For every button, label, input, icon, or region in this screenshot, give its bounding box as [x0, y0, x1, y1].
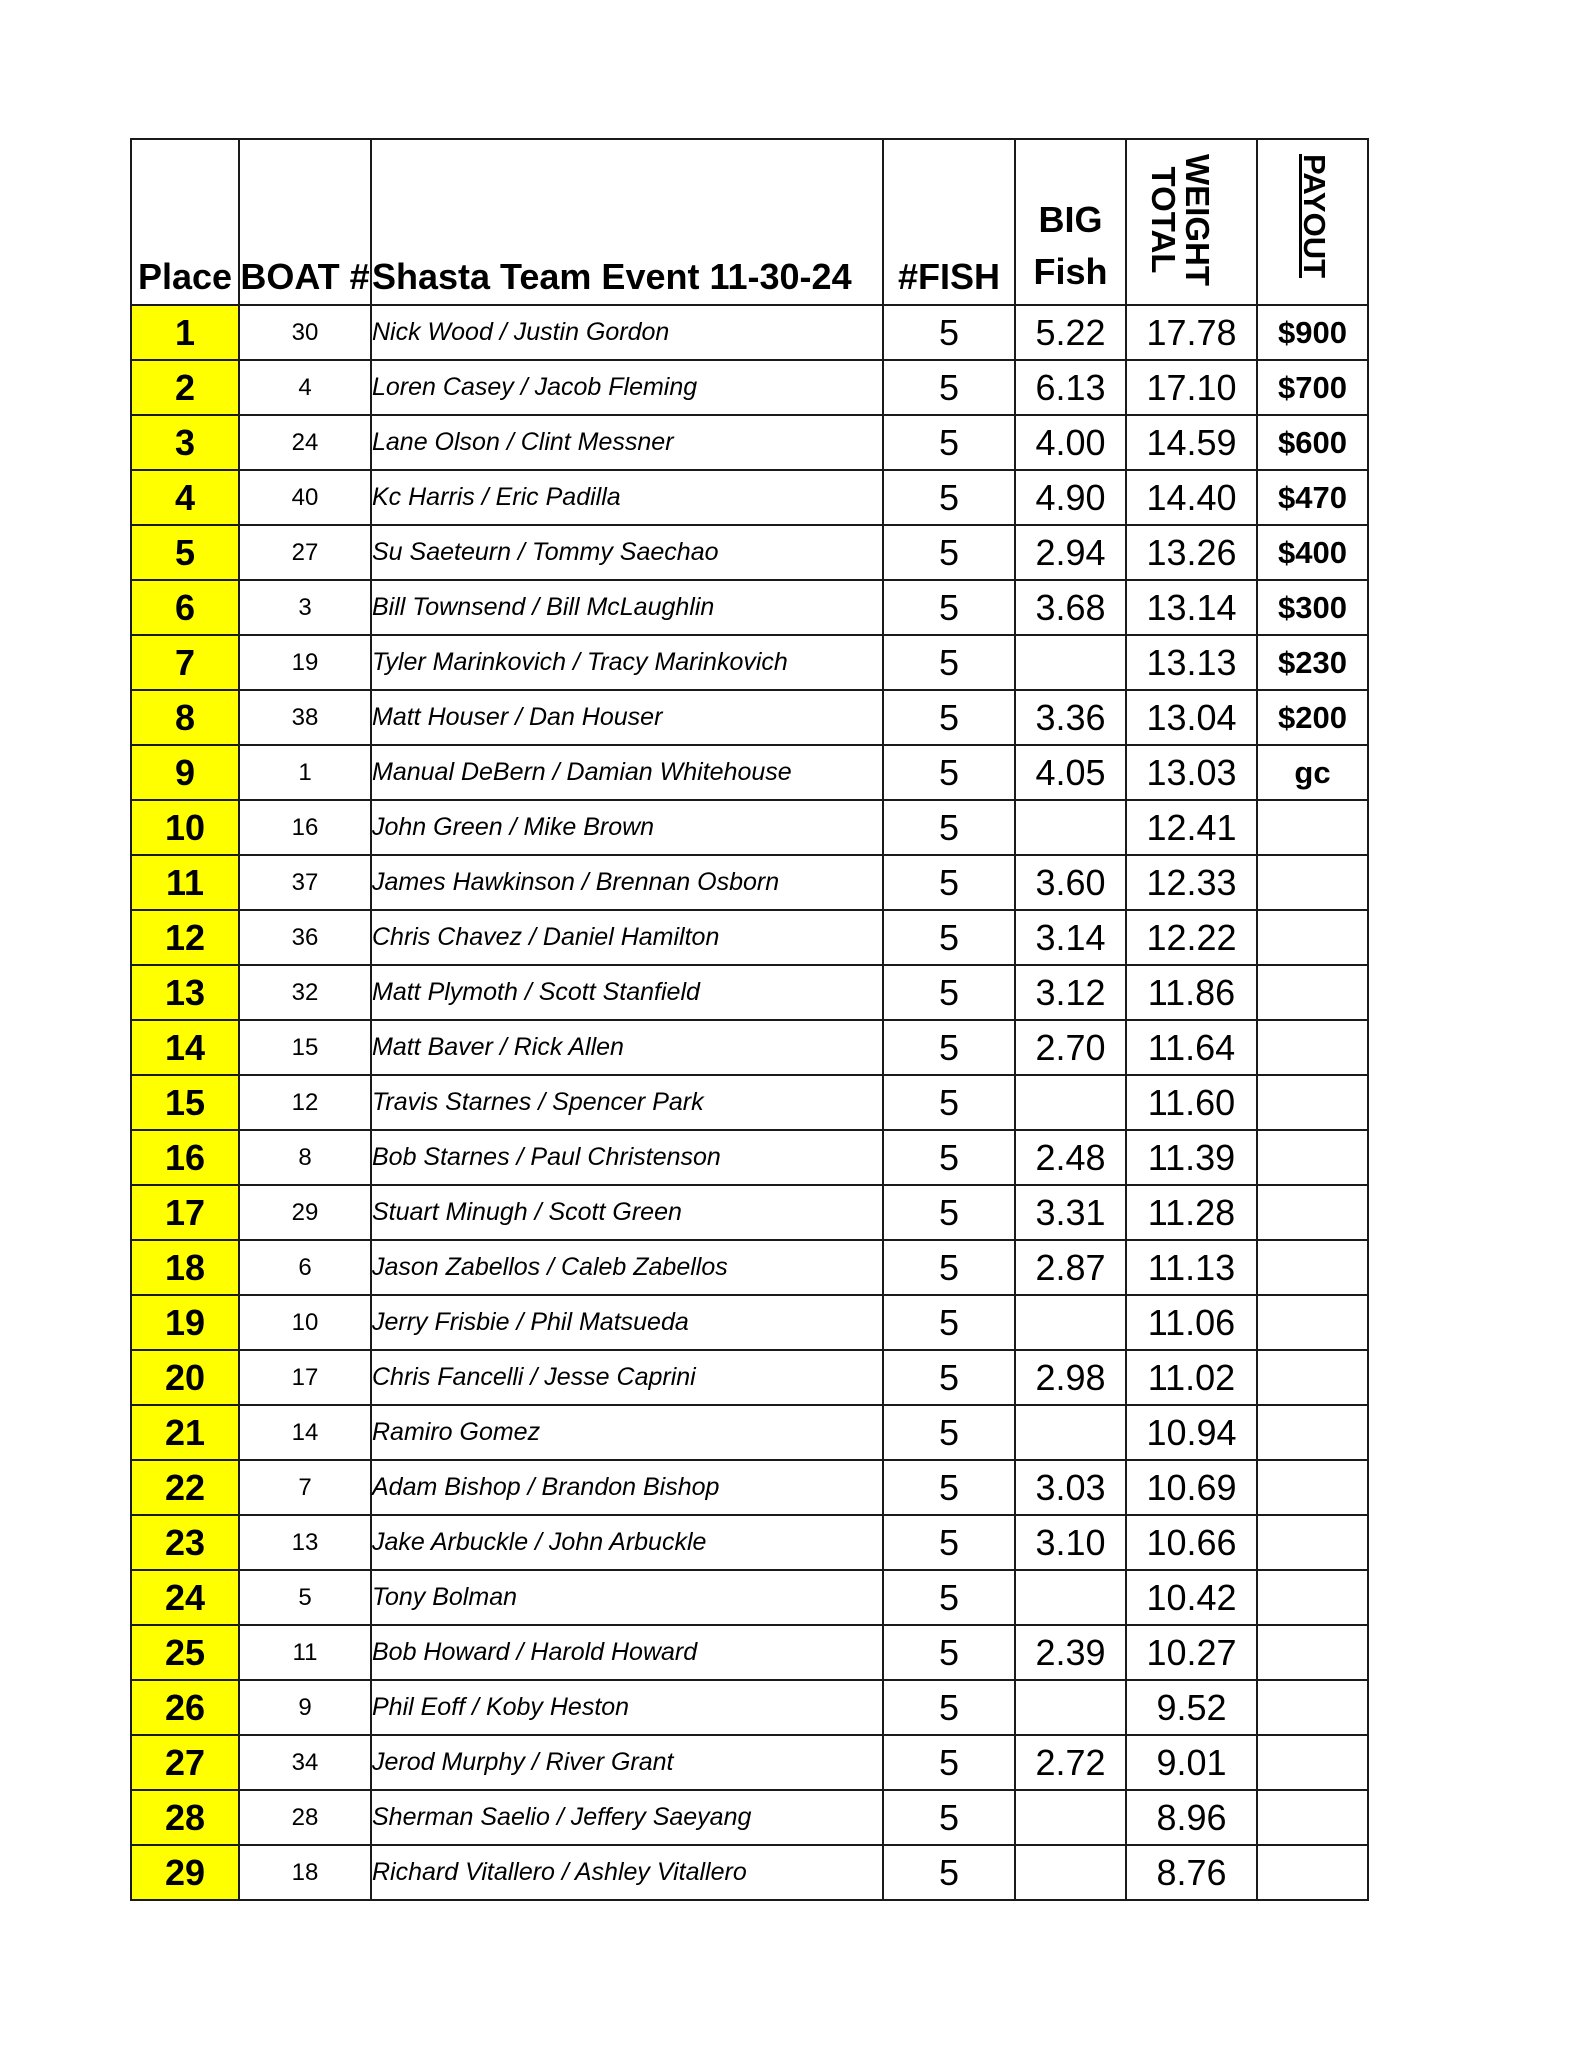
- big-fish-cell: 2.48: [1015, 1130, 1126, 1185]
- weight-total-cell: 13.14: [1126, 580, 1257, 635]
- place-cell: 2: [131, 360, 239, 415]
- table-row: [131, 965, 1368, 1020]
- header-payout-label: PAYOUT: [1296, 154, 1332, 279]
- payout-cell: [1257, 1130, 1368, 1185]
- weight-total-cell: 13.13: [1126, 635, 1257, 690]
- team-name-cell: Loren Casey / Jacob Fleming: [371, 360, 883, 415]
- place-cell: 28: [131, 1790, 239, 1845]
- header-weight-rotated: [1146, 154, 1214, 286]
- boat-number-cell: 15: [239, 1020, 371, 1075]
- boat-number-cell: 27: [239, 525, 371, 580]
- team-name-cell: Kc Harris / Eric Padilla: [371, 470, 883, 525]
- table-row: [131, 855, 1368, 910]
- header-row: [131, 139, 1368, 305]
- big-fish-cell: [1015, 635, 1126, 690]
- table-row: [131, 1845, 1368, 1900]
- big-fish-cell: [1015, 1845, 1126, 1900]
- fish-count-cell: 5: [883, 1625, 1015, 1680]
- payout-cell: $400: [1257, 525, 1368, 580]
- place-cell: 14: [131, 1020, 239, 1075]
- team-name-cell: Adam Bishop / Brandon Bishop: [371, 1460, 883, 1515]
- boat-number-cell: 19: [239, 635, 371, 690]
- table-row: [131, 470, 1368, 525]
- team-name-cell: Nick Wood / Justin Gordon: [371, 305, 883, 360]
- place-cell: 23: [131, 1515, 239, 1570]
- payout-cell: [1257, 1350, 1368, 1405]
- big-fish-cell: 2.39: [1015, 1625, 1126, 1680]
- results-table: [130, 138, 1369, 1901]
- team-name-cell: Lane Olson / Clint Messner: [371, 415, 883, 470]
- weight-total-cell: 17.78: [1126, 305, 1257, 360]
- weight-total-cell: 11.28: [1126, 1185, 1257, 1240]
- team-name-cell: Richard Vitallero / Ashley Vitallero: [371, 1845, 883, 1900]
- header-weight-total: [1126, 139, 1257, 305]
- payout-cell: [1257, 1790, 1368, 1845]
- big-fish-cell: 2.94: [1015, 525, 1126, 580]
- fish-count-cell: 5: [883, 690, 1015, 745]
- boat-number-cell: 11: [239, 1625, 371, 1680]
- payout-cell: [1257, 1570, 1368, 1625]
- place-cell: 12: [131, 910, 239, 965]
- header-big-line1: BIG: [1038, 199, 1103, 240]
- weight-total-cell: 11.64: [1126, 1020, 1257, 1075]
- boat-number-cell: 13: [239, 1515, 371, 1570]
- payout-cell: [1257, 1735, 1368, 1790]
- team-name-cell: Bill Townsend / Bill McLaughlin: [371, 580, 883, 635]
- payout-cell: [1257, 1625, 1368, 1680]
- table-row: [131, 1185, 1368, 1240]
- table-row: [131, 1130, 1368, 1185]
- big-fish-cell: 2.87: [1015, 1240, 1126, 1295]
- header-big-line2: Fish: [1033, 251, 1108, 292]
- place-cell: 9: [131, 745, 239, 800]
- boat-number-cell: 14: [239, 1405, 371, 1460]
- fish-count-cell: 5: [883, 635, 1015, 690]
- team-name-cell: Matt Houser / Dan Houser: [371, 690, 883, 745]
- place-cell: 26: [131, 1680, 239, 1735]
- boat-number-cell: 30: [239, 305, 371, 360]
- boat-number-cell: 29: [239, 1185, 371, 1240]
- big-fish-cell: 3.10: [1015, 1515, 1126, 1570]
- weight-total-cell: 9.01: [1126, 1735, 1257, 1790]
- boat-number-cell: 6: [239, 1240, 371, 1295]
- team-name-cell: Bob Starnes / Paul Christenson: [371, 1130, 883, 1185]
- boat-number-cell: 8: [239, 1130, 371, 1185]
- weight-total-cell: 8.96: [1126, 1790, 1257, 1845]
- weight-total-cell: 17.10: [1126, 360, 1257, 415]
- weight-total-cell: 10.27: [1126, 1625, 1257, 1680]
- fish-count-cell: 5: [883, 855, 1015, 910]
- boat-number-cell: 1: [239, 745, 371, 800]
- fish-count-cell: 5: [883, 1460, 1015, 1515]
- payout-cell: [1257, 1460, 1368, 1515]
- big-fish-cell: 2.70: [1015, 1020, 1126, 1075]
- table-row: [131, 690, 1368, 745]
- fish-count-cell: 5: [883, 525, 1015, 580]
- header-big-fish: [1015, 139, 1126, 305]
- table-row: [131, 1405, 1368, 1460]
- team-name-cell: Ramiro Gomez: [371, 1405, 883, 1460]
- place-cell: 6: [131, 580, 239, 635]
- team-name-cell: Tony Bolman: [371, 1570, 883, 1625]
- payout-cell: $200: [1257, 690, 1368, 745]
- boat-number-cell: 38: [239, 690, 371, 745]
- table-body: [131, 305, 1368, 1900]
- table-row: [131, 525, 1368, 580]
- boat-number-cell: 28: [239, 1790, 371, 1845]
- big-fish-cell: 3.12: [1015, 965, 1126, 1020]
- table-row: [131, 1790, 1368, 1845]
- boat-number-cell: 24: [239, 415, 371, 470]
- place-cell: 20: [131, 1350, 239, 1405]
- place-cell: 29: [131, 1845, 239, 1900]
- team-name-cell: Chris Chavez / Daniel Hamilton: [371, 910, 883, 965]
- header-weight-line2: TOTAL: [1144, 166, 1182, 274]
- fish-count-cell: 5: [883, 1130, 1015, 1185]
- place-cell: 4: [131, 470, 239, 525]
- header-place: Place: [131, 139, 239, 305]
- weight-total-cell: 11.39: [1126, 1130, 1257, 1185]
- big-fish-cell: 3.36: [1015, 690, 1126, 745]
- fish-count-cell: 5: [883, 1570, 1015, 1625]
- team-name-cell: Jerry Frisbie / Phil Matsueda: [371, 1295, 883, 1350]
- table-row: [131, 580, 1368, 635]
- fish-count-cell: 5: [883, 1680, 1015, 1735]
- boat-number-cell: 10: [239, 1295, 371, 1350]
- team-name-cell: Phil Eoff / Koby Heston: [371, 1680, 883, 1735]
- header-boat: BOAT #: [239, 139, 371, 305]
- weight-total-cell: 9.52: [1126, 1680, 1257, 1735]
- header-payout: [1257, 139, 1368, 305]
- table-row: [131, 415, 1368, 470]
- place-cell: 15: [131, 1075, 239, 1130]
- place-cell: 10: [131, 800, 239, 855]
- table-row: [131, 800, 1368, 855]
- weight-total-cell: 10.94: [1126, 1405, 1257, 1460]
- fish-count-cell: 5: [883, 1845, 1015, 1900]
- table-row: [131, 1350, 1368, 1405]
- weight-total-cell: 12.33: [1126, 855, 1257, 910]
- big-fish-cell: [1015, 1570, 1126, 1625]
- table-row: [131, 1680, 1368, 1735]
- place-cell: 16: [131, 1130, 239, 1185]
- place-cell: 3: [131, 415, 239, 470]
- place-cell: 17: [131, 1185, 239, 1240]
- payout-cell: [1257, 1845, 1368, 1900]
- header-weight-line1: WEIGHT: [1178, 154, 1216, 286]
- boat-number-cell: 37: [239, 855, 371, 910]
- table-header: [131, 139, 1368, 305]
- big-fish-cell: 3.03: [1015, 1460, 1126, 1515]
- table-row: [131, 1570, 1368, 1625]
- weight-total-cell: 11.06: [1126, 1295, 1257, 1350]
- team-name-cell: Sherman Saelio / Jeffery Saeyang: [371, 1790, 883, 1845]
- table-row: [131, 745, 1368, 800]
- team-name-cell: Tyler Marinkovich / Tracy Marinkovich: [371, 635, 883, 690]
- payout-cell: $230: [1257, 635, 1368, 690]
- team-name-cell: John Green / Mike Brown: [371, 800, 883, 855]
- table-row: [131, 1460, 1368, 1515]
- team-name-cell: Jake Arbuckle / John Arbuckle: [371, 1515, 883, 1570]
- boat-number-cell: 18: [239, 1845, 371, 1900]
- payout-cell: [1257, 800, 1368, 855]
- payout-cell: [1257, 1680, 1368, 1735]
- team-name-cell: Chris Fancelli / Jesse Caprini: [371, 1350, 883, 1405]
- place-cell: 19: [131, 1295, 239, 1350]
- big-fish-cell: 4.00: [1015, 415, 1126, 470]
- big-fish-cell: 3.68: [1015, 580, 1126, 635]
- payout-cell: [1257, 1185, 1368, 1240]
- fish-count-cell: 5: [883, 580, 1015, 635]
- weight-total-cell: 11.02: [1126, 1350, 1257, 1405]
- fish-count-cell: 5: [883, 965, 1015, 1020]
- big-fish-cell: 2.72: [1015, 1735, 1126, 1790]
- boat-number-cell: 9: [239, 1680, 371, 1735]
- big-fish-cell: [1015, 1405, 1126, 1460]
- place-cell: 5: [131, 525, 239, 580]
- big-fish-cell: 4.05: [1015, 745, 1126, 800]
- place-cell: 13: [131, 965, 239, 1020]
- big-fish-cell: 3.60: [1015, 855, 1126, 910]
- team-name-cell: Travis Starnes / Spencer Park: [371, 1075, 883, 1130]
- fish-count-cell: 5: [883, 800, 1015, 855]
- weight-total-cell: 10.66: [1126, 1515, 1257, 1570]
- place-cell: 22: [131, 1460, 239, 1515]
- boat-number-cell: 3: [239, 580, 371, 635]
- big-fish-cell: [1015, 1790, 1126, 1845]
- big-fish-cell: 6.13: [1015, 360, 1126, 415]
- boat-number-cell: 5: [239, 1570, 371, 1625]
- team-name-cell: Matt Baver / Rick Allen: [371, 1020, 883, 1075]
- payout-cell: [1257, 910, 1368, 965]
- team-name-cell: Bob Howard / Harold Howard: [371, 1625, 883, 1680]
- boat-number-cell: 17: [239, 1350, 371, 1405]
- fish-count-cell: 5: [883, 1295, 1015, 1350]
- fish-count-cell: 5: [883, 1790, 1015, 1845]
- place-cell: 21: [131, 1405, 239, 1460]
- fish-count-cell: 5: [883, 1240, 1015, 1295]
- weight-total-cell: 12.22: [1126, 910, 1257, 965]
- weight-total-cell: 14.40: [1126, 470, 1257, 525]
- place-cell: 8: [131, 690, 239, 745]
- team-name-cell: Jerod Murphy / River Grant: [371, 1735, 883, 1790]
- payout-cell: [1257, 1020, 1368, 1075]
- table-row: [131, 1515, 1368, 1570]
- big-fish-cell: 4.90: [1015, 470, 1126, 525]
- big-fish-cell: 3.14: [1015, 910, 1126, 965]
- fish-count-cell: 5: [883, 360, 1015, 415]
- team-name-cell: James Hawkinson / Brennan Osborn: [371, 855, 883, 910]
- team-name-cell: Stuart Minugh / Scott Green: [371, 1185, 883, 1240]
- payout-cell: [1257, 1295, 1368, 1350]
- table-row: [131, 1735, 1368, 1790]
- payout-cell: [1257, 1405, 1368, 1460]
- payout-cell: $470: [1257, 470, 1368, 525]
- payout-cell: $300: [1257, 580, 1368, 635]
- table-row: [131, 1240, 1368, 1295]
- big-fish-cell: 2.98: [1015, 1350, 1126, 1405]
- place-cell: 7: [131, 635, 239, 690]
- table-row: [131, 1295, 1368, 1350]
- table-row: [131, 1625, 1368, 1680]
- fish-count-cell: 5: [883, 1350, 1015, 1405]
- table-row: [131, 635, 1368, 690]
- boat-number-cell: 4: [239, 360, 371, 415]
- boat-number-cell: 36: [239, 910, 371, 965]
- payout-cell: gc: [1257, 745, 1368, 800]
- place-cell: 25: [131, 1625, 239, 1680]
- weight-total-cell: 13.03: [1126, 745, 1257, 800]
- fish-count-cell: 5: [883, 1020, 1015, 1075]
- weight-total-cell: 12.41: [1126, 800, 1257, 855]
- fish-count-cell: 5: [883, 910, 1015, 965]
- place-cell: 24: [131, 1570, 239, 1625]
- place-cell: 27: [131, 1735, 239, 1790]
- big-fish-cell: [1015, 1075, 1126, 1130]
- weight-total-cell: 13.26: [1126, 525, 1257, 580]
- team-name-cell: Manual DeBern / Damian Whitehouse: [371, 745, 883, 800]
- weight-total-cell: 11.13: [1126, 1240, 1257, 1295]
- weight-total-cell: 8.76: [1126, 1845, 1257, 1900]
- boat-number-cell: 34: [239, 1735, 371, 1790]
- fish-count-cell: 5: [883, 1405, 1015, 1460]
- table-row: [131, 1020, 1368, 1075]
- payout-cell: $900: [1257, 305, 1368, 360]
- table-row: [131, 910, 1368, 965]
- boat-number-cell: 16: [239, 800, 371, 855]
- payout-cell: [1257, 1515, 1368, 1570]
- fish-count-cell: 5: [883, 1185, 1015, 1240]
- big-fish-cell: 3.31: [1015, 1185, 1126, 1240]
- team-name-cell: Su Saeteurn / Tommy Saechao: [371, 525, 883, 580]
- big-fish-cell: 5.22: [1015, 305, 1126, 360]
- fish-count-cell: 5: [883, 305, 1015, 360]
- payout-cell: [1257, 1240, 1368, 1295]
- team-name-cell: Matt Plymoth / Scott Stanfield: [371, 965, 883, 1020]
- fish-count-cell: 5: [883, 470, 1015, 525]
- weight-total-cell: 10.69: [1126, 1460, 1257, 1515]
- big-fish-cell: [1015, 1680, 1126, 1735]
- header-event-title: Shasta Team Event 11-30-24: [371, 139, 883, 305]
- fish-count-cell: 5: [883, 745, 1015, 800]
- fish-count-cell: 5: [883, 1735, 1015, 1790]
- weight-total-cell: 10.42: [1126, 1570, 1257, 1625]
- fish-count-cell: 5: [883, 1515, 1015, 1570]
- boat-number-cell: 7: [239, 1460, 371, 1515]
- weight-total-cell: 13.04: [1126, 690, 1257, 745]
- team-name-cell: Jason Zabellos / Caleb Zabellos: [371, 1240, 883, 1295]
- fish-count-cell: 5: [883, 1075, 1015, 1130]
- fish-count-cell: 5: [883, 415, 1015, 470]
- place-cell: 11: [131, 855, 239, 910]
- big-fish-cell: [1015, 1295, 1126, 1350]
- table-row: [131, 305, 1368, 360]
- payout-cell: [1257, 1075, 1368, 1130]
- header-fish-count: #FISH: [883, 139, 1015, 305]
- weight-total-cell: 11.60: [1126, 1075, 1257, 1130]
- boat-number-cell: 12: [239, 1075, 371, 1130]
- payout-cell: [1257, 855, 1368, 910]
- table-row: [131, 1075, 1368, 1130]
- big-fish-cell: [1015, 800, 1126, 855]
- table-row: [131, 360, 1368, 415]
- payout-cell: $600: [1257, 415, 1368, 470]
- weight-total-cell: 14.59: [1126, 415, 1257, 470]
- boat-number-cell: 40: [239, 470, 371, 525]
- payout-cell: $700: [1257, 360, 1368, 415]
- place-cell: 1: [131, 305, 239, 360]
- payout-cell: [1257, 965, 1368, 1020]
- weight-total-cell: 11.86: [1126, 965, 1257, 1020]
- place-cell: 18: [131, 1240, 239, 1295]
- boat-number-cell: 32: [239, 965, 371, 1020]
